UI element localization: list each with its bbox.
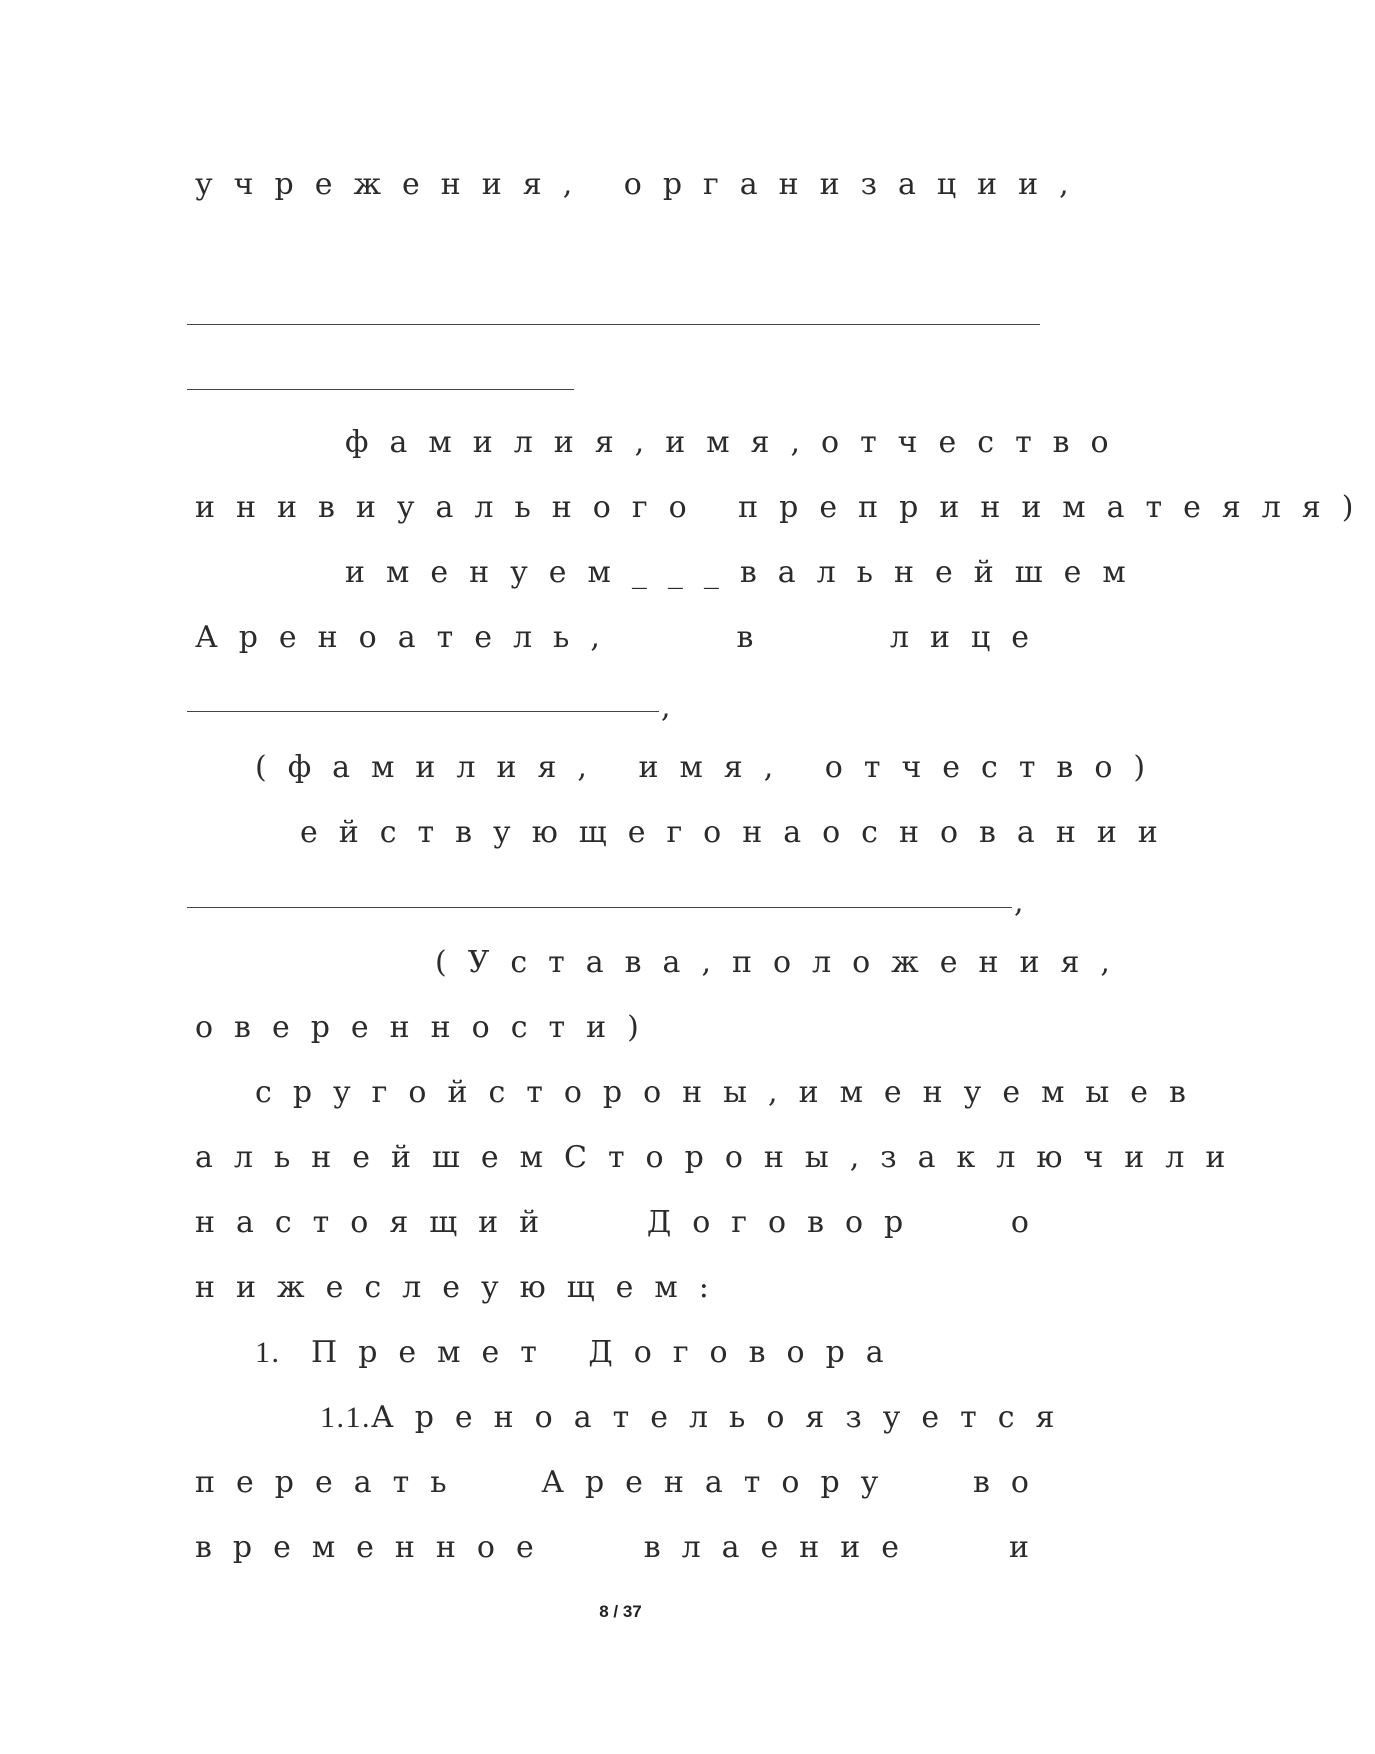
word: и [1009,1530,1050,1565]
text-line-fio-note: (фамилия, имя, отчество) [255,750,1167,785]
word: стороны, [488,1075,799,1110]
word: оязуется [766,1400,1076,1435]
word: о [1010,1205,1050,1240]
page-number: 8 / 37 [599,1602,642,1621]
text-line-fio-label [345,423,1130,463]
word: ействующего [300,815,743,850]
word: с [255,1075,293,1110]
comma: , [1014,885,1024,920]
word: положения, [731,945,1131,980]
word: Договор [646,1205,925,1240]
word: именуем___ [345,555,740,590]
word: имя, [665,425,822,460]
text-line-other-side [255,1073,1207,1113]
word: Ареноатель, [195,620,621,655]
word: влаение [643,1530,921,1565]
word: именуемые [798,1075,1170,1110]
text-line-parties [195,1138,1247,1178]
word: на [742,815,823,850]
word: фамилия, [345,425,666,460]
word: (Устава, [435,945,732,980]
word: в [1169,1075,1207,1110]
word: основании [822,815,1179,850]
clause-1-1-line-3 [195,1528,1050,1568]
fill-in-blank-3 [187,711,659,712]
word: в [739,555,778,590]
text-line-entrepreneur: инивиуального преприниматеяля) [195,490,1375,525]
word: Ареноатель [371,1400,767,1435]
fill-in-blank-1 [187,324,1040,325]
clause-number: 1.1. [320,1401,371,1434]
clause-1-1-line-2 [195,1463,1050,1503]
word: альнейшем [777,555,1147,590]
text-line-charter [435,943,1131,983]
text-line-landlord [195,618,1050,658]
word: отчество [821,425,1130,460]
text-line-named [345,553,1147,593]
word: Аренатору [541,1465,900,1500]
word: в [736,620,775,655]
word: временное [195,1530,555,1565]
clause-1-1-line-1 [320,1398,1076,1438]
fill-in-blank-4 [187,907,1012,908]
text-line-following: нижеслеующем: [195,1270,730,1305]
word: Стороны, [564,1140,881,1175]
word: переать [195,1465,468,1500]
comma: , [661,690,671,725]
section-title: Премет Договора [311,1335,905,1370]
word: настоящий [195,1205,561,1240]
fill-in-blank-2 [187,389,574,390]
section-heading-1 [255,1333,1050,1373]
word: во [973,1465,1050,1500]
word: лице [889,620,1050,655]
section-number: 1. [255,1336,281,1369]
word: альнейшем [195,1140,564,1175]
text-line-acting [300,813,1179,853]
text-line-power-of-attorney: оверенности) [195,1010,660,1045]
word: заключили [880,1140,1247,1175]
word: ругой [292,1075,489,1110]
text-line-agreement [195,1203,1050,1243]
text-line-1: учрежения, организации, [195,167,1090,202]
